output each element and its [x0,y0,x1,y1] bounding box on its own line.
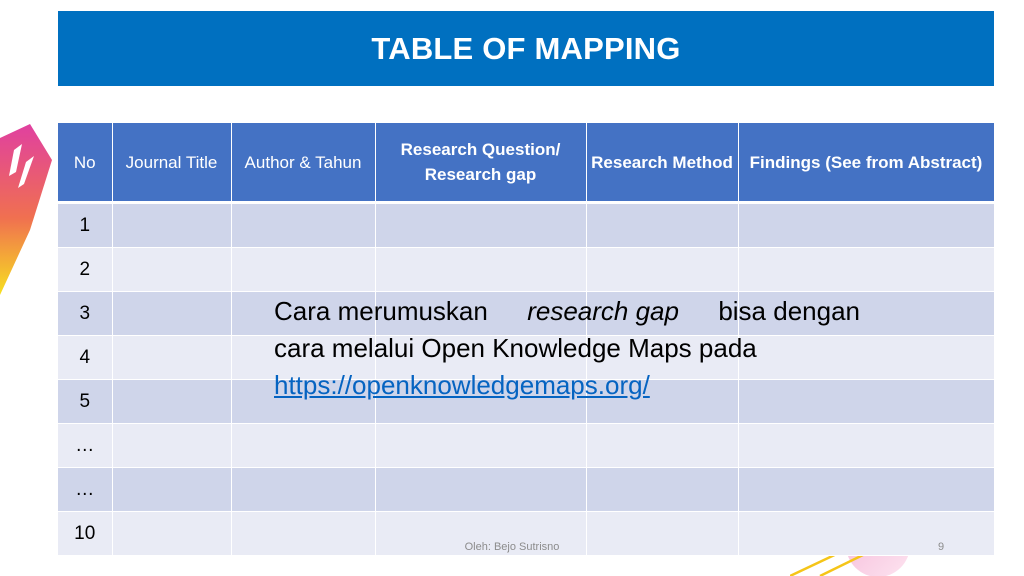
row-number-cell: … [58,424,112,468]
row-number-cell: 3 [58,292,112,336]
table-header-row [58,123,994,203]
note-line-3 [274,367,914,404]
table-cell [112,380,231,424]
table-cell [738,248,994,292]
table-cell [112,336,231,380]
row-number-cell: 10 [58,512,112,556]
column-header: Findings (See from Abstract) [738,123,994,203]
table-row [58,248,994,292]
open-knowledge-maps-link[interactable]: https://openknowledgemaps.org/ [274,370,650,400]
title-bar [58,11,994,86]
note-line-1 [274,293,860,330]
table-cell [738,203,994,248]
row-number-cell: 4 [58,336,112,380]
table-cell [112,292,231,336]
table-cell [375,424,586,468]
table-cell [586,424,738,468]
table-cell [586,203,738,248]
row-number-cell: … [58,468,112,512]
note-text-b: bisa dengan [718,296,860,326]
column-header: Journal Title [112,123,231,203]
row-number-cell: 1 [58,203,112,248]
note-text-a: Cara merumuskan [274,296,488,326]
table-row [58,468,994,512]
decorative-gradient-shape [0,110,60,300]
table-cell [112,203,231,248]
table-cell [231,203,375,248]
note-text-2: cara melalui Open Knowledge Maps pada [274,333,757,363]
table-cell [375,248,586,292]
table-cell [738,424,994,468]
table-cell [231,424,375,468]
table-cell [231,468,375,512]
note-line-2 [274,330,860,367]
column-header: Research Question/ Research gap [375,123,586,203]
table-cell [375,203,586,248]
column-header: Author & Tahun [231,123,375,203]
table-cell [586,468,738,512]
table-row [58,203,994,248]
row-number-cell: 2 [58,248,112,292]
note-emphasis: research gap [527,296,679,326]
footer-author: Oleh: Bejo Sutrisno [464,541,560,553]
table-row [58,424,994,468]
table-cell [375,468,586,512]
table-cell [738,468,994,512]
table-cell [112,424,231,468]
table-cell [112,248,231,292]
table-cell [231,248,375,292]
research-gap-note [274,293,914,404]
column-header: No [58,123,112,203]
table-cell [112,468,231,512]
slide-number: 9 [938,541,945,553]
column-header: Research Method [586,123,738,203]
slide-title: TABLE OF MAPPING [371,30,681,66]
row-number-cell: 5 [58,380,112,424]
table-cell [586,248,738,292]
